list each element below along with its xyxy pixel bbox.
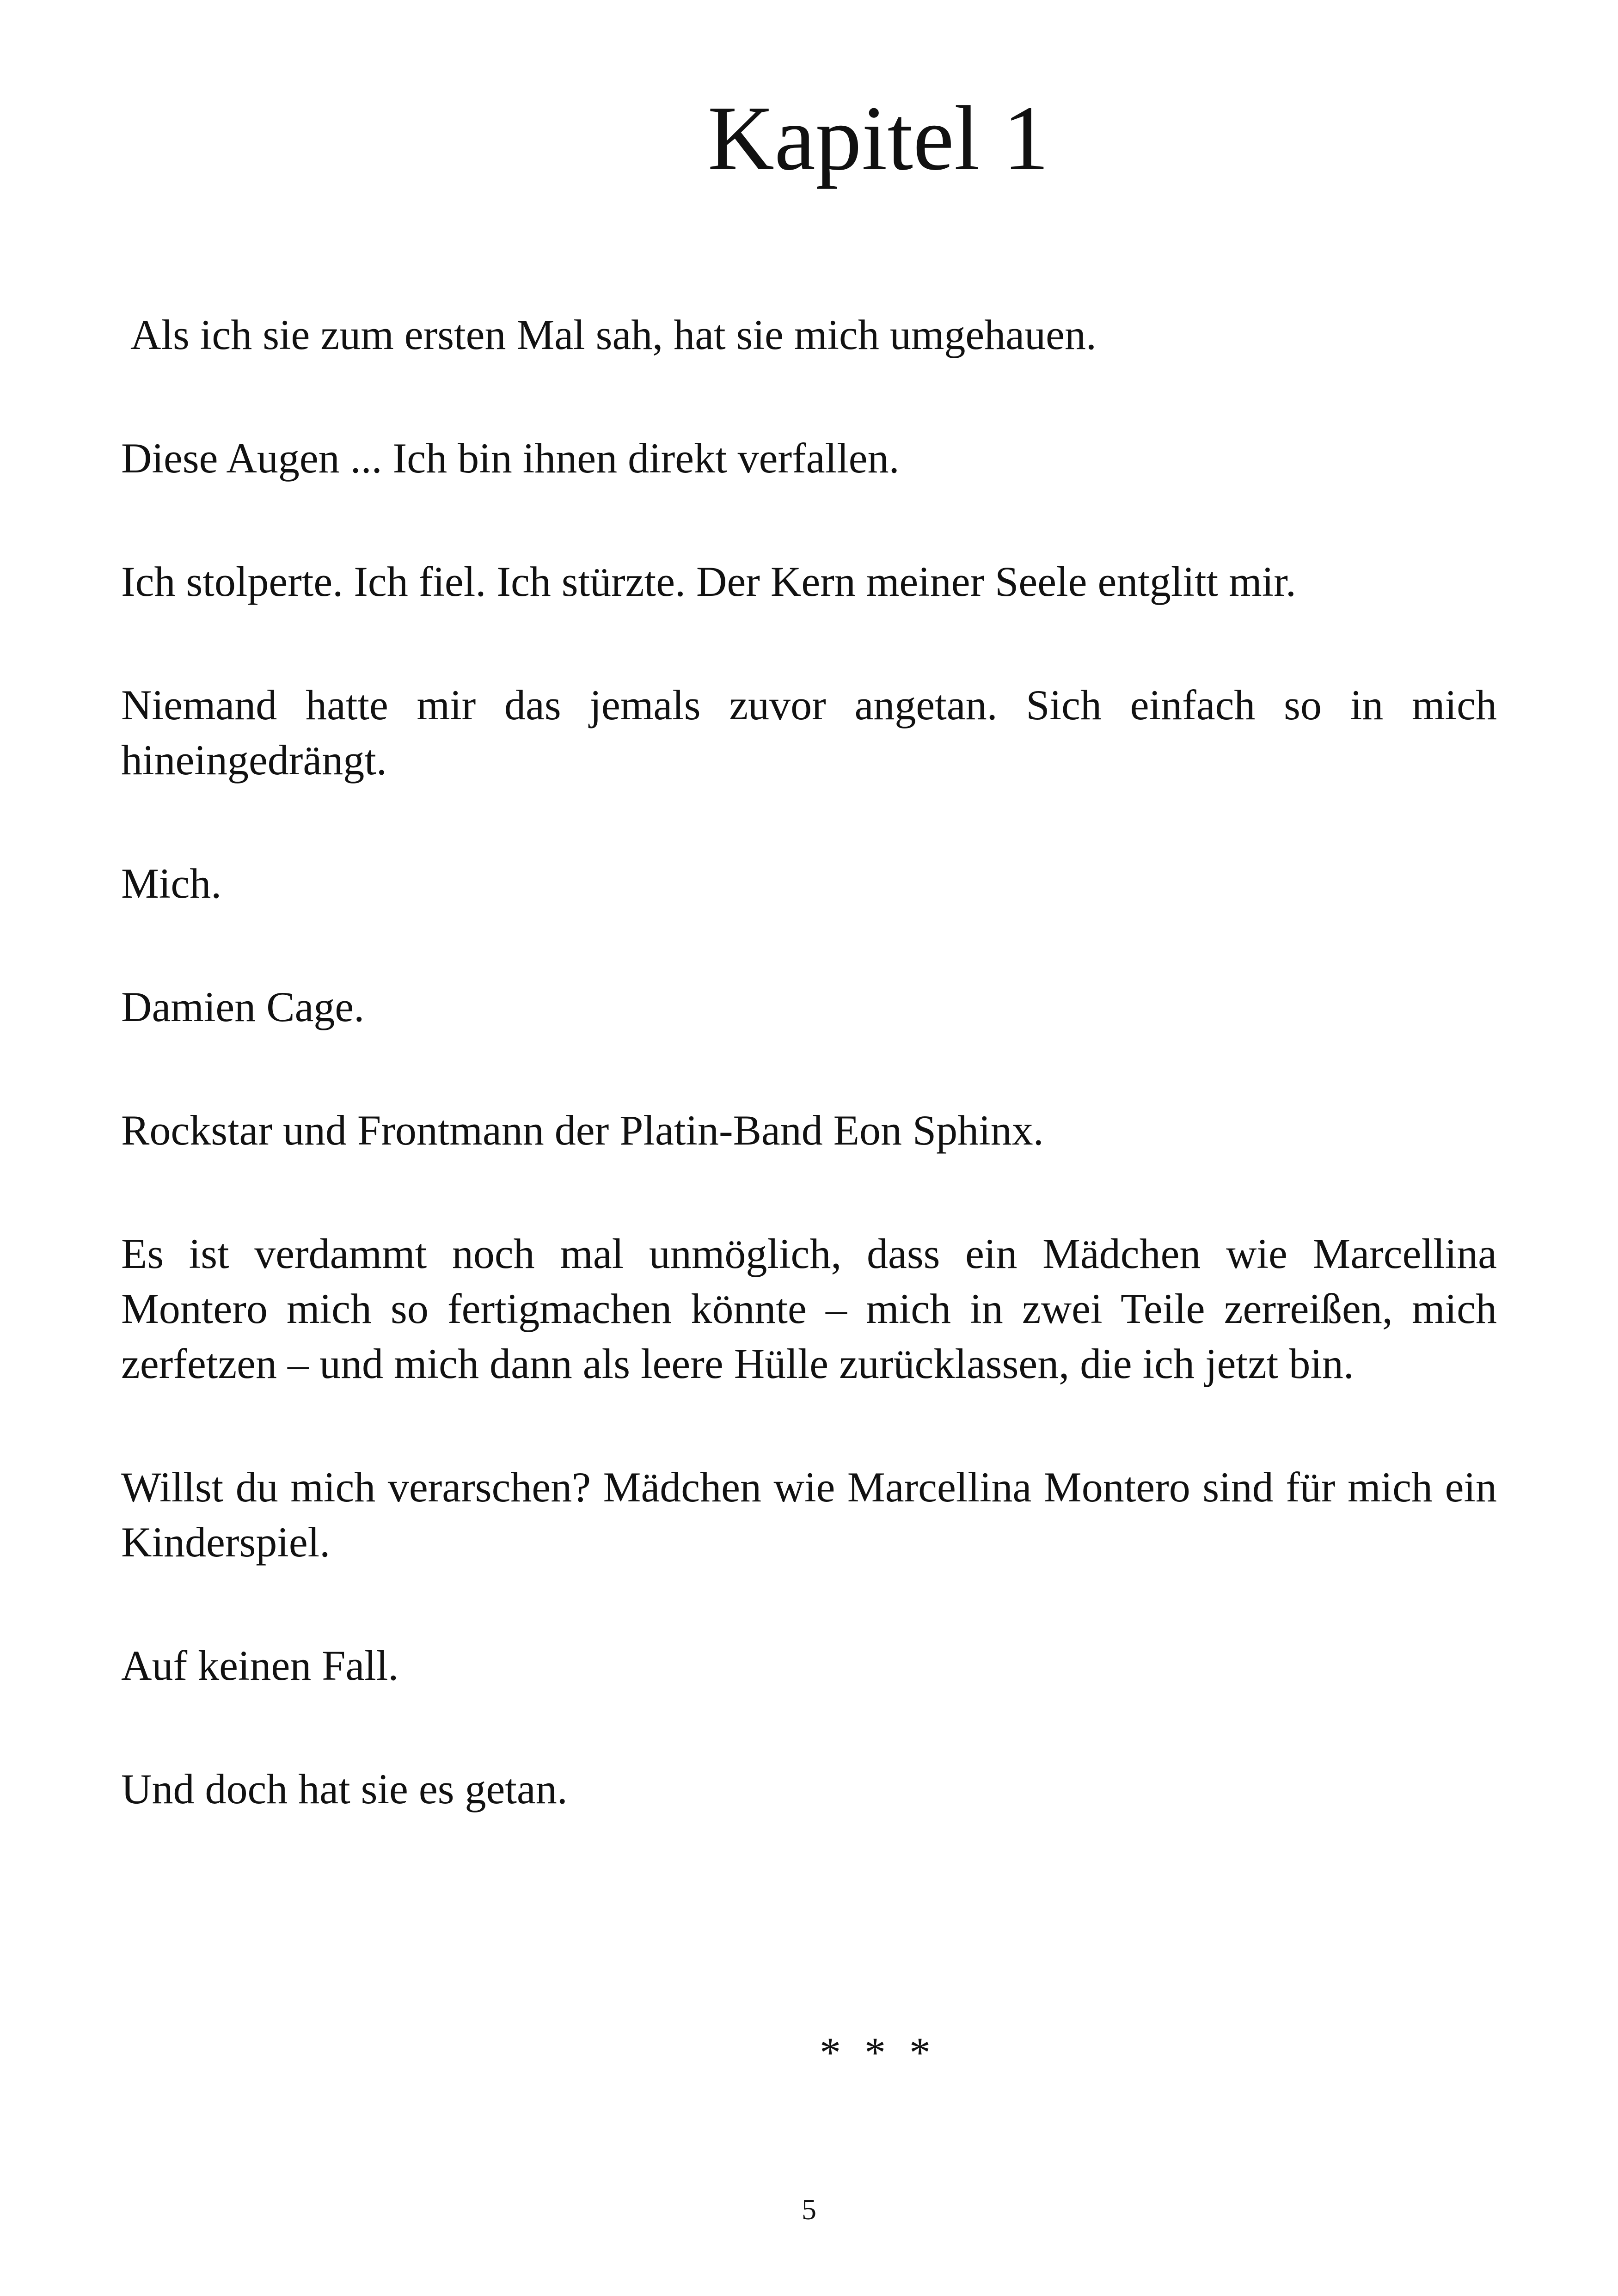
- paragraph: Es ist verdammt noch mal unmöglich, dass ein Mädchen wie Marcellina Montero mich so fertigmachen könnte – mich in zwei Teile zerreißen, mich zerfetzen – und mich dann als leere Hülle zurücklassen, die ich jetzt bin.: [121, 1230, 1497, 1387]
- paragraph: Damien Cage.: [121, 983, 365, 1030]
- chapter-title: Kapitel 1: [707, 87, 1049, 190]
- paragraph: Mich.: [121, 860, 222, 907]
- page-number: 5: [802, 2193, 816, 2226]
- paragraph: Rockstar und Frontmann der Platin-Band Eon Sphinx.: [121, 1107, 1044, 1154]
- paragraph: Diese Augen ... Ich bin ihnen direkt verfallen.: [121, 435, 900, 482]
- paragraph: Ich stolperte. Ich fiel. Ich stürzte. Der Kern meiner Seele entglitt mir.: [121, 558, 1296, 605]
- scene-break: * * *: [820, 2029, 937, 2076]
- paragraph: Auf keinen Fall.: [121, 1642, 399, 1689]
- paragraph: Niemand hatte mir das jemals zuvor angetan. Sich einfach so in mich hineingedrängt.: [121, 681, 1497, 784]
- chapter-body: [121, 307, 1497, 1885]
- paragraph: Und doch hat sie es getan.: [121, 1765, 568, 1812]
- paragraph: Als ich sie zum ersten Mal sah, hat sie mich umgehauen.: [130, 311, 1097, 358]
- paragraph: Willst du mich verarschen? Mädchen wie Marcellina Montero sind für mich ein Kinderspiel.: [121, 1463, 1497, 1566]
